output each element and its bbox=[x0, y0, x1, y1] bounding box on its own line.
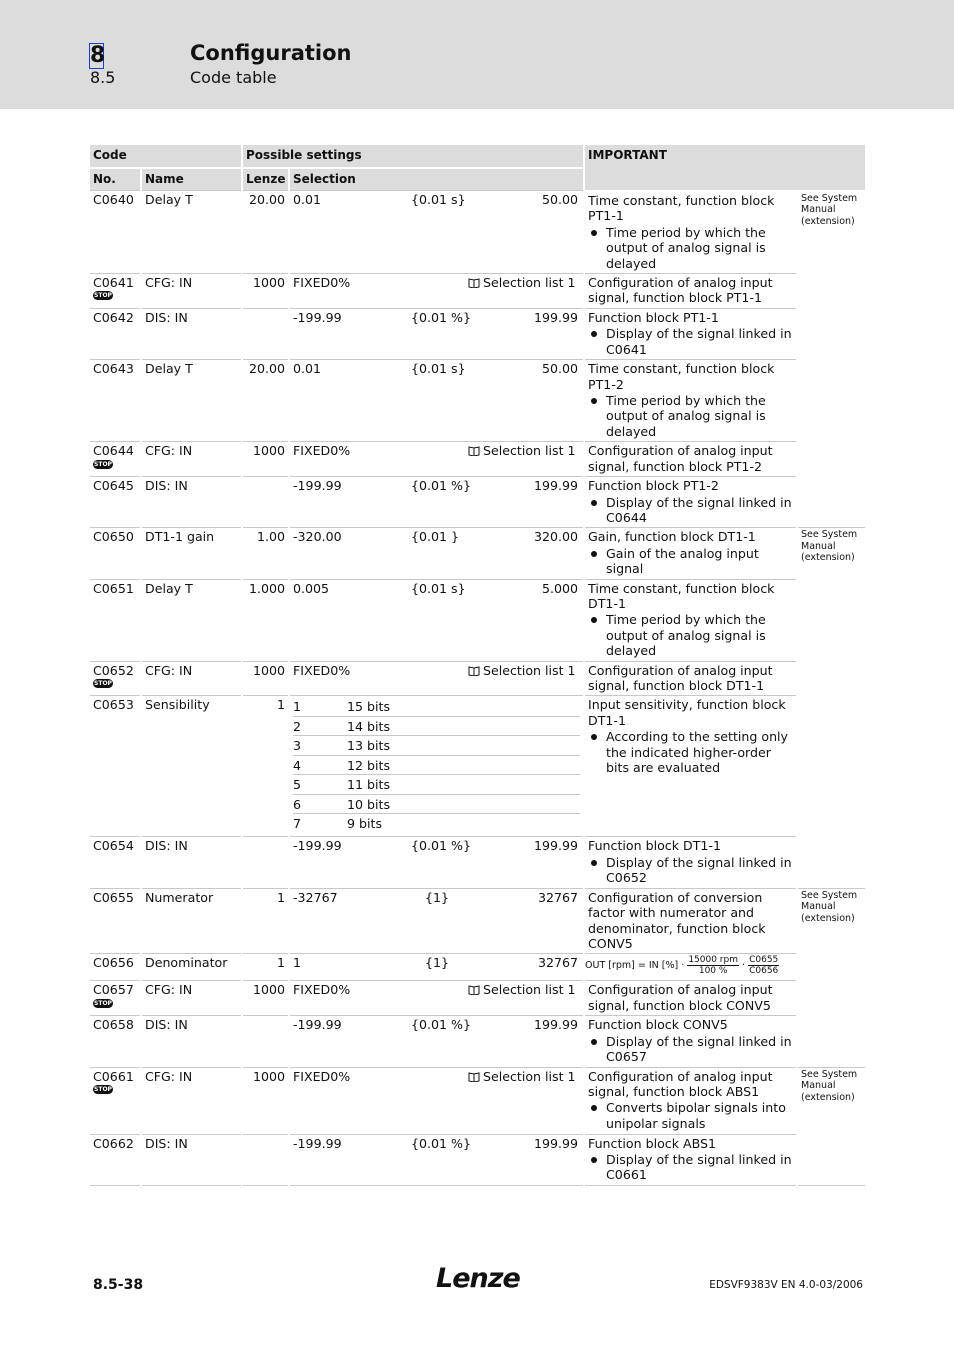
selection-list-link[interactable] bbox=[468, 275, 576, 290]
step-value: {1} bbox=[425, 955, 450, 971]
header-no: No. bbox=[90, 168, 141, 191]
stop-icon: STOP bbox=[94, 1085, 112, 1093]
table-row bbox=[90, 477, 865, 528]
table-row bbox=[90, 442, 865, 477]
option-label: 11 bits bbox=[347, 775, 580, 794]
option-value: 4 bbox=[293, 755, 347, 774]
important-text: Configuration of analog input signal, function block ABS1 bbox=[588, 1068, 773, 1099]
formula-lhs: OUT [rpm] = IN [%] · bbox=[585, 960, 685, 972]
code-no: C0652 bbox=[93, 662, 134, 678]
table-row bbox=[90, 308, 865, 359]
code-name: CFG: IN bbox=[141, 1067, 242, 1134]
selection-range bbox=[293, 310, 580, 325]
header-important: IMPORTANT bbox=[584, 145, 865, 191]
table-row bbox=[90, 954, 865, 981]
table-row bbox=[90, 360, 865, 442]
selection-range bbox=[293, 1017, 580, 1032]
code-name: CFG: IN bbox=[141, 442, 242, 477]
code-no: C0654 bbox=[93, 838, 134, 854]
option-label: 15 bits bbox=[347, 697, 580, 716]
code-no: C0651 bbox=[93, 580, 134, 596]
code-name: DIS: IN bbox=[141, 1016, 242, 1067]
bullet-item: According to the setting only the indicated higher-order bits are evaluated bbox=[606, 729, 793, 775]
lenze-value: 1000 bbox=[242, 442, 289, 477]
min-value: FIXED0% bbox=[293, 982, 351, 998]
code-name: DIS: IN bbox=[141, 837, 242, 888]
option-label: 14 bits bbox=[347, 716, 580, 735]
table-row bbox=[90, 696, 865, 837]
selection-range bbox=[293, 275, 580, 290]
lenze-value bbox=[242, 477, 289, 528]
max-value: 32767 bbox=[537, 889, 579, 905]
code-no: C0655 bbox=[93, 889, 134, 905]
step-value: {0.01 } bbox=[411, 529, 460, 545]
code-no: C0640 bbox=[93, 192, 134, 208]
table-row bbox=[90, 191, 865, 274]
code-name: Numerator bbox=[141, 888, 242, 954]
book-icon bbox=[468, 1072, 480, 1082]
important-text: Configuration of analog input signal, function block PT1-2 bbox=[588, 443, 773, 474]
selection-range bbox=[293, 478, 580, 493]
selection-range bbox=[293, 529, 580, 544]
bullet-item: Display of the signal linked in C0661 bbox=[606, 1151, 792, 1183]
lenze-value: 1000 bbox=[242, 981, 289, 1016]
sensitivity-options bbox=[293, 697, 580, 832]
selection-range bbox=[293, 192, 580, 207]
table-row bbox=[90, 661, 865, 696]
code-name: DIS: IN bbox=[141, 308, 242, 359]
code-name: CFG: IN bbox=[141, 273, 242, 308]
min-value: -199.99 bbox=[293, 1135, 342, 1151]
bullet-list bbox=[588, 495, 793, 526]
option-label: 13 bits bbox=[347, 736, 580, 755]
bullet-list bbox=[588, 225, 793, 271]
important-text: Gain, function block DT1-1 bbox=[588, 529, 756, 545]
code-name: Sensibility bbox=[141, 696, 242, 837]
lenze-value: 20.00 bbox=[242, 360, 289, 442]
table-header-row bbox=[90, 145, 865, 168]
code-no: C0650 bbox=[93, 529, 134, 545]
lenze-value: 1 bbox=[242, 954, 289, 981]
selection-list-link[interactable] bbox=[468, 982, 576, 997]
option-label: 9 bits bbox=[347, 815, 383, 831]
option-row bbox=[293, 697, 580, 716]
system-manual-reference: See System Manual (extension) bbox=[801, 1068, 858, 1103]
fraction-numerator: C0655 bbox=[749, 955, 779, 966]
lenze-value: 1000 bbox=[242, 273, 289, 308]
header-selection: Selection bbox=[289, 168, 584, 191]
code-no: C0645 bbox=[93, 478, 134, 494]
table-row bbox=[90, 1016, 865, 1067]
document-id: EDSVF9383V EN 4.0-03/2006 bbox=[709, 1279, 863, 1291]
bullet-list bbox=[588, 612, 793, 658]
header-possible-settings: Possible settings bbox=[242, 145, 584, 168]
code-table bbox=[90, 145, 865, 1186]
important-text: Function block CONV5 bbox=[588, 1017, 728, 1033]
system-manual-reference: See System Manual (extension) bbox=[801, 889, 858, 924]
code-no: C0653 bbox=[93, 697, 134, 713]
bullet-list bbox=[588, 855, 793, 886]
code-name: DIS: IN bbox=[141, 1134, 242, 1185]
table-row bbox=[90, 1134, 865, 1185]
lenze-value: 1.00 bbox=[242, 528, 289, 579]
code-name: CFG: IN bbox=[141, 981, 242, 1016]
book-icon bbox=[468, 446, 480, 456]
bullet-list bbox=[588, 1034, 793, 1065]
lenze-value: 20.00 bbox=[242, 191, 289, 274]
selection-list-label: Selection list 1 bbox=[483, 443, 576, 459]
code-no: C0644 bbox=[93, 443, 134, 459]
option-value: 6 bbox=[293, 794, 347, 813]
formula-dot: · bbox=[742, 960, 746, 972]
fraction-denominator: 100 % bbox=[698, 966, 728, 977]
important-text: Configuration of analog input signal, function block PT1-1 bbox=[588, 274, 773, 306]
code-no: C0656 bbox=[93, 955, 134, 971]
max-value: 199.99 bbox=[533, 1017, 579, 1033]
selection-range bbox=[293, 982, 580, 997]
table-row bbox=[90, 837, 865, 888]
fraction-numerator: 15000 rpm bbox=[688, 955, 738, 966]
selection-range bbox=[293, 1136, 580, 1151]
bullet-list bbox=[588, 729, 793, 775]
bullet-item: Time period by which the output of analog signal is delayed bbox=[606, 225, 793, 271]
option-row bbox=[293, 813, 580, 832]
conversion-formula bbox=[585, 955, 793, 976]
min-value: -320.00 bbox=[293, 529, 342, 545]
lenze-value: 1000 bbox=[242, 1067, 289, 1134]
selection-range bbox=[293, 663, 580, 678]
min-value: -199.99 bbox=[293, 1017, 342, 1033]
selection-range bbox=[293, 361, 580, 376]
option-label: 10 bits bbox=[347, 794, 580, 813]
selection-list-link[interactable] bbox=[468, 1069, 576, 1084]
important-text: Input sensitivity, function block DT1-1 bbox=[588, 697, 786, 728]
selection-list-link[interactable] bbox=[468, 443, 576, 458]
max-value: 320.00 bbox=[533, 529, 579, 545]
code-name: Denominator bbox=[141, 954, 242, 981]
stop-icon: STOP bbox=[94, 680, 112, 688]
min-value: 0.005 bbox=[293, 580, 330, 596]
max-value: 5.000 bbox=[541, 580, 579, 596]
step-value: {0.01 %} bbox=[411, 1017, 472, 1033]
important-text: Configuration of conversion factor with numerator and denominator, function block CONV5 bbox=[588, 889, 766, 951]
selection-range bbox=[293, 1069, 580, 1084]
min-value: -199.99 bbox=[293, 309, 342, 325]
selection-range bbox=[293, 581, 580, 596]
important-text: Configuration of analog input signal, function block CONV5 bbox=[588, 982, 773, 1013]
system-manual-reference: See System Manual (extension) bbox=[801, 192, 858, 227]
max-value: 50.00 bbox=[541, 361, 579, 377]
header-lenze: Lenze bbox=[242, 168, 289, 191]
step-value: {1} bbox=[425, 889, 450, 905]
option-label: 12 bits bbox=[347, 755, 580, 774]
fraction-denominator: C0656 bbox=[749, 966, 779, 977]
formula-fraction-1 bbox=[687, 955, 739, 976]
lenze-value: 1.000 bbox=[242, 579, 289, 661]
section-title: Code table bbox=[190, 68, 277, 87]
selection-list-label: Selection list 1 bbox=[483, 662, 576, 678]
bullet-list bbox=[588, 546, 793, 577]
important-text: Time constant, function block PT1-2 bbox=[588, 361, 775, 392]
min-value: FIXED0% bbox=[293, 662, 351, 678]
table-row bbox=[90, 888, 865, 954]
code-name: Delay T bbox=[141, 191, 242, 274]
option-row bbox=[293, 736, 580, 755]
min-value: FIXED0% bbox=[293, 274, 351, 290]
formula-fraction-2 bbox=[748, 955, 779, 976]
bullet-list bbox=[588, 1152, 793, 1183]
selection-list-label: Selection list 1 bbox=[483, 1068, 576, 1084]
selection-list-label: Selection list 1 bbox=[483, 274, 576, 290]
selection-range bbox=[293, 443, 580, 458]
lenze-logo: Lenze bbox=[436, 1263, 520, 1294]
lenze-value bbox=[242, 1134, 289, 1185]
bullet-item: Gain of the analog input signal bbox=[606, 546, 793, 577]
option-row bbox=[293, 755, 580, 774]
step-value: {0.01 %} bbox=[411, 478, 472, 494]
stop-icon: STOP bbox=[94, 999, 112, 1007]
important-text: Function block ABS1 bbox=[588, 1135, 717, 1151]
bullet-item: Display of the signal linked in C0644 bbox=[606, 494, 792, 525]
min-value: FIXED0% bbox=[293, 1068, 351, 1084]
step-value: {0.01 %} bbox=[411, 1135, 472, 1151]
lenze-value bbox=[242, 308, 289, 359]
max-value: 199.99 bbox=[533, 478, 579, 494]
important-text: Configuration of analog input signal, function block DT1-1 bbox=[588, 662, 773, 694]
code-no: C0662 bbox=[93, 1135, 134, 1151]
max-value: 199.99 bbox=[533, 309, 579, 325]
book-icon bbox=[468, 666, 480, 676]
chapter-title: Configuration bbox=[190, 41, 352, 65]
max-value: 50.00 bbox=[541, 192, 579, 208]
code-no: C0643 bbox=[93, 361, 134, 377]
code-name: DIS: IN bbox=[141, 477, 242, 528]
option-value: 7 bbox=[293, 815, 302, 831]
selection-range bbox=[293, 955, 580, 970]
selection-range bbox=[293, 890, 580, 905]
important-text: Function block PT1-2 bbox=[588, 478, 719, 494]
min-value: 1 bbox=[293, 955, 302, 971]
code-no: C0642 bbox=[93, 309, 134, 325]
code-no: C0658 bbox=[93, 1017, 134, 1033]
section-number: 8.5 bbox=[90, 68, 116, 87]
header-name: Name bbox=[141, 168, 242, 191]
option-row bbox=[293, 794, 580, 813]
option-row bbox=[293, 775, 580, 794]
option-value: 3 bbox=[293, 736, 347, 755]
code-no: C0661 bbox=[93, 1068, 134, 1084]
important-text: Function block DT1-1 bbox=[588, 838, 721, 854]
page-number: 8.5-38 bbox=[93, 1277, 144, 1293]
bullet-item: Time period by which the output of analog signal is delayed bbox=[606, 393, 793, 439]
min-value: -199.99 bbox=[293, 838, 342, 854]
bullet-list bbox=[588, 1100, 793, 1131]
bullet-item: Display of the signal linked in C0657 bbox=[606, 1033, 792, 1065]
lenze-value: 1 bbox=[242, 888, 289, 954]
bullet-item: Time period by which the output of analog signal is delayed bbox=[606, 612, 793, 658]
lenze-value: 1 bbox=[242, 696, 289, 837]
book-icon bbox=[468, 278, 480, 288]
bullet-item: Converts bipolar signals into unipolar signals bbox=[606, 1100, 793, 1131]
min-value: FIXED0% bbox=[293, 443, 351, 459]
min-value: 0.01 bbox=[293, 361, 322, 377]
stop-icon: STOP bbox=[94, 460, 112, 468]
code-no: C0657 bbox=[93, 982, 134, 998]
selection-range bbox=[293, 838, 580, 853]
book-icon bbox=[468, 985, 480, 995]
code-name: CFG: IN bbox=[141, 661, 242, 696]
important-text: Function block PT1-1 bbox=[588, 309, 719, 325]
min-value: 0.01 bbox=[293, 192, 322, 208]
step-value: {0.01 %} bbox=[411, 838, 472, 854]
header-code: Code bbox=[90, 145, 242, 168]
min-value: -32767 bbox=[293, 889, 338, 905]
selection-list-label: Selection list 1 bbox=[483, 982, 576, 998]
option-row bbox=[293, 716, 580, 735]
important-text: Time constant, function block DT1-1 bbox=[588, 580, 775, 612]
max-value: 32767 bbox=[537, 955, 579, 971]
page-header bbox=[0, 0, 954, 109]
table-row bbox=[90, 528, 865, 579]
option-value: 2 bbox=[293, 716, 347, 735]
stop-icon: STOP bbox=[94, 292, 112, 300]
chapter-number[interactable]: 8 bbox=[90, 43, 106, 68]
step-value: {0.01 s} bbox=[411, 361, 466, 377]
table-row bbox=[90, 981, 865, 1016]
system-manual-reference: See System Manual (extension) bbox=[801, 529, 858, 564]
bullet-list bbox=[588, 393, 793, 439]
min-value: -199.99 bbox=[293, 478, 342, 494]
step-value: {0.01 s} bbox=[411, 192, 466, 208]
table-row bbox=[90, 273, 865, 308]
lenze-value: 1000 bbox=[242, 661, 289, 696]
step-value: {0.01 s} bbox=[411, 580, 466, 596]
option-value: 1 bbox=[293, 697, 347, 716]
code-name: Delay T bbox=[141, 579, 242, 661]
step-value: {0.01 %} bbox=[411, 309, 472, 325]
max-value: 199.99 bbox=[533, 838, 579, 854]
bullet-list bbox=[588, 326, 793, 357]
important-text: Time constant, function block PT1-1 bbox=[588, 192, 775, 224]
code-name: DT1-1 gain bbox=[141, 528, 242, 579]
lenze-value bbox=[242, 837, 289, 888]
code-name: Delay T bbox=[141, 360, 242, 442]
selection-list-link[interactable] bbox=[468, 663, 576, 678]
max-value: 199.99 bbox=[533, 1135, 579, 1151]
lenze-value bbox=[242, 1016, 289, 1067]
bullet-item: Display of the signal linked in C0641 bbox=[606, 326, 792, 357]
option-value: 5 bbox=[293, 775, 347, 794]
table-row bbox=[90, 1067, 865, 1134]
code-no: C0641 bbox=[93, 274, 134, 290]
bullet-item: Display of the signal linked in C0652 bbox=[606, 854, 792, 886]
table-row bbox=[90, 579, 865, 661]
